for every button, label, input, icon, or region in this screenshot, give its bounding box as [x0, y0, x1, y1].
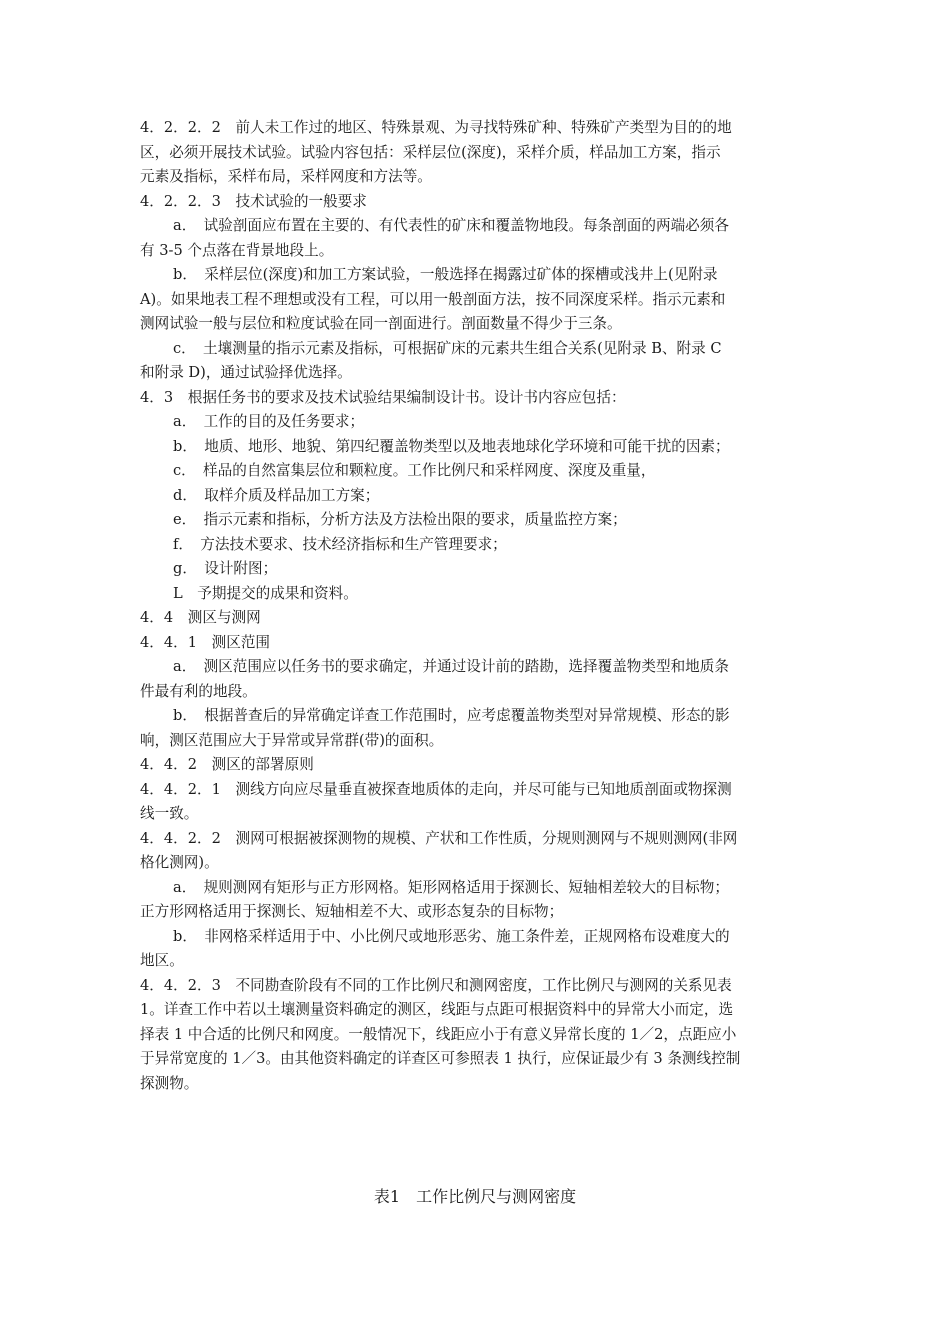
text-line: 择表 1 中合适的比例尺和网度。一般情况下，线距应小于有意义异常长度的 1／2，点距应小 — [140, 1025, 737, 1043]
text-line: 件最有利的地段。 — [140, 682, 257, 700]
text-line: 地区。 — [140, 952, 184, 969]
text-line: 元素及指标，采样布局，采样网度和方法等。 — [140, 168, 432, 185]
text-line: f． 方法技术要求、技术经济指标和生产管理要求； — [173, 535, 507, 553]
text-line: 4．4．1 测区范围 — [140, 633, 271, 651]
text-line: b． 采样层位(深度)和加工方案试验，一般选择在揭露过矿体的探槽或浅井上(见附录 — [173, 266, 718, 283]
text-line: c． 土壤测量的指示元素及指标，可根据矿床的元素共生组合关系(见附录 B、附录 C — [173, 339, 722, 357]
text-line: 响，测区范围应大于异常或异常群(带)的面积。 — [140, 731, 444, 749]
text-line: 4．4 测区与测网 — [140, 609, 261, 626]
text-line: 4．3 根据任务书的要求及技术试验结果编制设计书。设计书内容应包括： — [140, 388, 626, 406]
text-line: a． 试验剖面应布置在主要的、有代表性的矿床和覆盖物地段。每条剖面的两端必须各 — [173, 217, 729, 234]
text-line: 和附录 D)，通过试验择优选择。 — [140, 364, 352, 381]
text-line: c． 样品的自然富集层位和颗粒度。工作比例尺和采样网度、深度及重量， — [173, 462, 656, 479]
document-body — [140, 116, 814, 1096]
text-line: 测网试验一般与层位和粒度试验在同一剖面进行。剖面数量不得少于三条。 — [140, 315, 622, 332]
text-line: A)。如果地表工程不理想或没有工程，可以用一般剖面方法，按不同深度采样。指示元素和 — [140, 290, 726, 308]
text-line: 4．4．2 测区的部署原则 — [140, 756, 314, 773]
text-line: 4．4．2．3 不同勘查阶段有不同的工作比例尺和测网密度，工作比例尺与测网的关系见表 — [140, 976, 732, 994]
text-line: a． 工作的目的及任务要求； — [173, 413, 365, 430]
text-line: L 予期提交的成果和资料。 — [173, 584, 358, 602]
text-line: 正方形网格适用于探测长、短轴相差不大、或形态复杂的目标物； — [140, 903, 564, 920]
text-line: 于异常宽度的 1／3。由其他资料确定的详查区可参照表 1 执行，应保证最少有 3 条测线控制 — [140, 1050, 741, 1067]
text-line: b． 非网格采样适用于中、小比例尺或地形恶劣、施工条件差，正规网格布设难度大的 — [173, 927, 730, 945]
text-line: e． 指示元素和指标，分析方法及方法检出限的要求，质量监控方案； — [173, 511, 627, 528]
text-line: 4．4．2．1 测线方向应尽量垂直被探查地质体的走向，并尽可能与已知地质剖面或物探测 — [140, 780, 732, 798]
text-line: 有 3-5 个点落在背景地段上。 — [140, 241, 334, 259]
text-line: 1。详查工作中若以土壤测量资料确定的测区，线距与点距可根据资料中的异常大小而定，选 — [140, 1001, 734, 1018]
text-line: b． 根据普查后的异常确定详查工作范围时，应考虑覆盖物类型对异常规模、形态的影 — [173, 707, 730, 724]
text-line: d． 取样介质及样品加工方案； — [173, 486, 380, 504]
text-line: g． 设计附图； — [173, 560, 278, 577]
text-line: 4．2．2．3 技术试验的一般要求 — [140, 192, 367, 210]
text-line: 4．4．2．2 测网可根据被探测物的规模、产状和工作性质，分规则测网与不规则测网(非网 — [140, 829, 738, 847]
text-line: b． 地质、地形、地貌、第四纪覆盖物类型以及地表地球化学环境和可能干扰的因素； — [173, 437, 730, 455]
text-line: 4．2．2．2 前人未工作过的地区、特殊景观、为寻找特殊矿种、特殊矿产类型为目的的地 — [140, 119, 732, 136]
text-line: 格化测网)。 — [140, 854, 219, 871]
text-line: 区，必须开展技术试验。试验内容包括：采样层位(深度)，采样介质，样品加工方案，指示 — [140, 143, 721, 161]
text-line: a． 规则测网有矩形与正方形网格。矩形网格适用于探测长、短轴相差较大的目标物； — [173, 878, 729, 896]
text-line: 线一致。 — [140, 805, 199, 822]
text-line: 探测物。 — [140, 1074, 199, 1092]
table-caption: 表1 工作比例尺与测网密度 — [373, 1187, 577, 1206]
text-line: a． 测区范围应以任务书的要求确定，并通过设计前的踏勘，选择覆盖物类型和地质条 — [173, 658, 729, 675]
